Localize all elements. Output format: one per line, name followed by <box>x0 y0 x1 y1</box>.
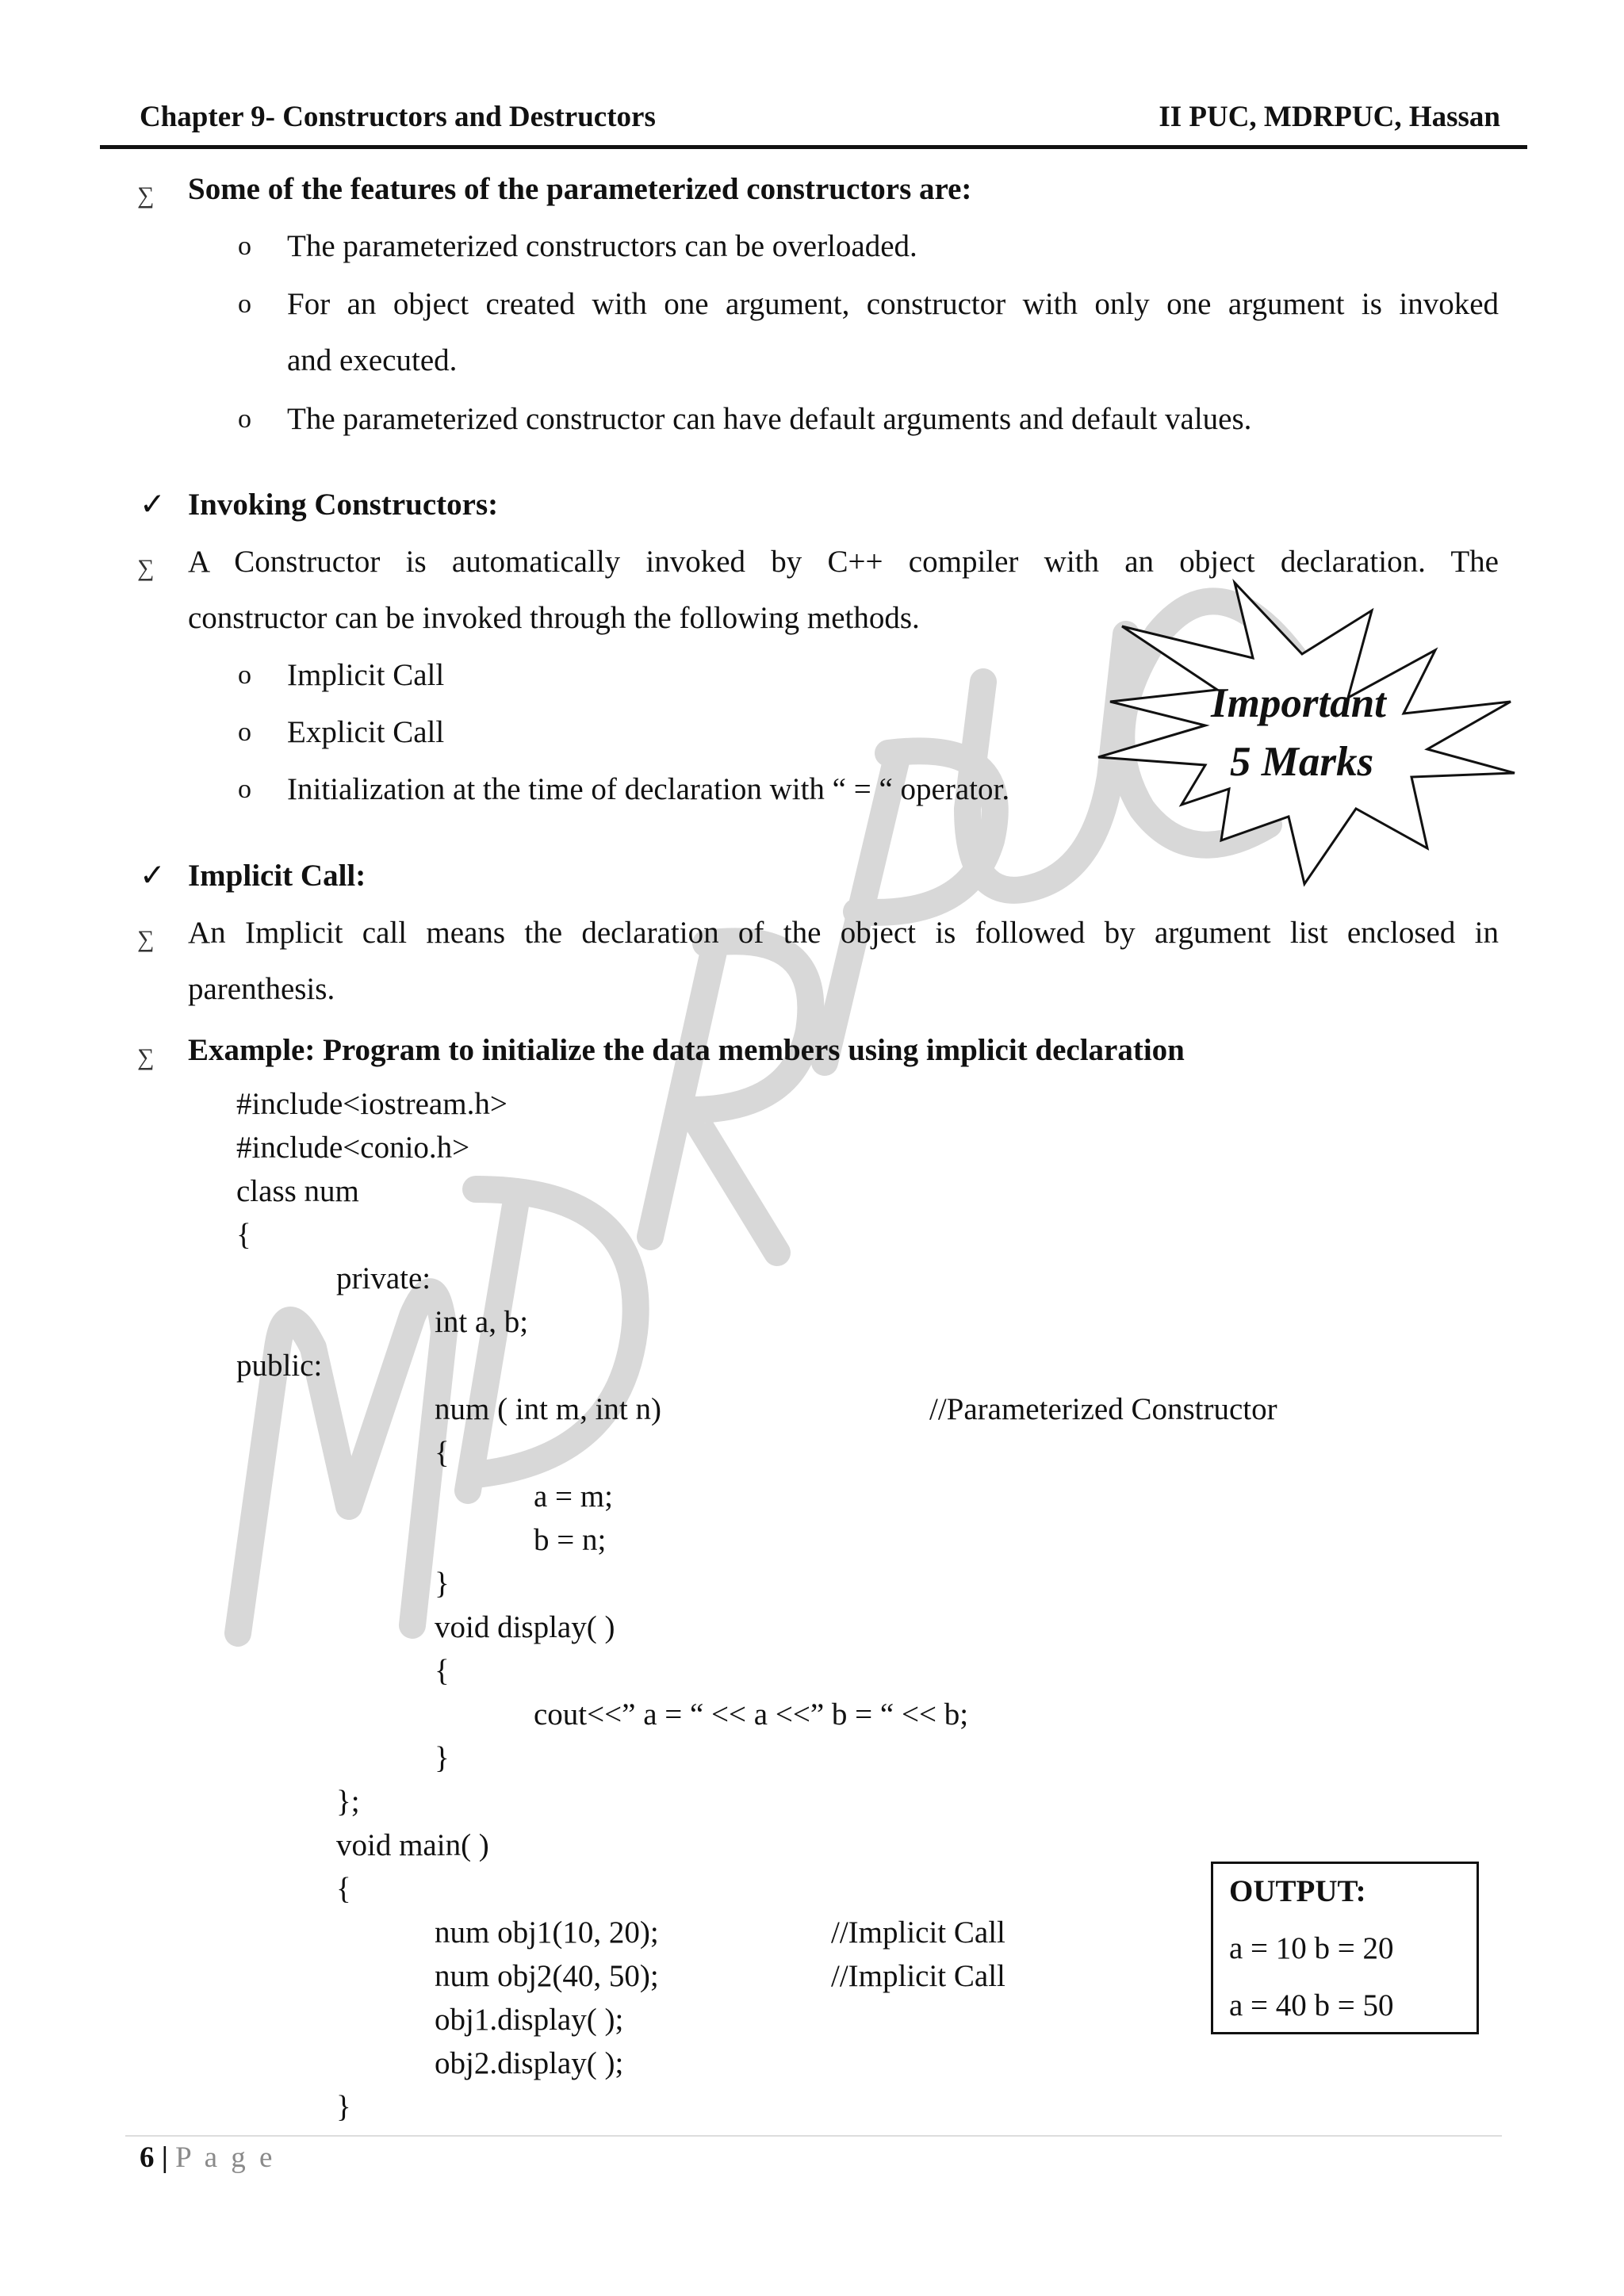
header-rule <box>100 145 1527 149</box>
feature-item-1: The parameterized constructors can be overloaded. <box>287 229 917 263</box>
college-name: II PUC, MDRPUC, Hassan <box>1159 101 1500 133</box>
feature-item-2: For an object created with one argument, constructor with only one argument is invoked <box>287 287 1499 321</box>
sigma-bullet-icon: ∑ <box>137 555 155 581</box>
code-line: private: <box>336 1261 431 1295</box>
code-line: { <box>236 1218 251 1252</box>
code-line: public: <box>236 1349 323 1383</box>
code-line: num ( int m, int n) <box>435 1392 661 1426</box>
code-line: #include<conio.h> <box>236 1131 470 1165</box>
page-footer <box>140 2141 275 2175</box>
sigma-bullet-icon: ∑ <box>137 182 155 209</box>
code-comment: //Implicit Call <box>831 1915 1005 1950</box>
code-comment: //Parameterized Constructor <box>929 1392 1277 1426</box>
output-line-2: a = 40 b = 50 <box>1229 1988 1394 2022</box>
implicit-call-heading: Implicit Call: <box>188 859 366 893</box>
invoking-constructors-heading: Invoking Constructors: <box>188 488 499 522</box>
sigma-bullet-icon: ∑ <box>137 926 155 952</box>
method-explicit: Explicit Call <box>287 715 445 749</box>
code-line: #include<iostream.h> <box>236 1087 508 1121</box>
code-line: num obj2(40, 50); <box>435 1959 659 1993</box>
implicit-paragraph-line2: parenthesis. <box>188 972 335 1006</box>
code-line: int a, b; <box>435 1305 529 1339</box>
code-comment: //Implicit Call <box>831 1959 1005 1993</box>
invoking-paragraph-line1: A Constructor is automatically invoked by C++ compiler with an object declaration. The <box>188 545 1499 579</box>
badge-marks: 5 Marks <box>1230 739 1374 785</box>
checkmark-icon: ✓ <box>140 488 166 522</box>
footer-rule <box>125 2135 1502 2137</box>
code-line: }; <box>336 1785 360 1819</box>
code-line: num obj1(10, 20); <box>435 1915 659 1950</box>
circle-bullet-icon: o <box>238 289 251 319</box>
circle-bullet-icon: o <box>238 660 251 690</box>
code-line: class num <box>236 1174 359 1208</box>
page-number: 6 <box>140 2141 155 2174</box>
implicit-paragraph-line1: An Implicit call means the declaration of the object is followed by argument list enclosed in <box>188 916 1499 950</box>
code-line: b = n; <box>534 1523 607 1557</box>
code-line: } <box>336 2090 351 2124</box>
checkmark-icon: ✓ <box>140 859 166 893</box>
invoking-paragraph-line2: constructor can be invoked through the following methods. <box>188 601 920 635</box>
circle-bullet-icon: o <box>238 718 251 747</box>
features-heading: Some of the features of the parameterized constructors are: <box>188 172 972 206</box>
code-line: a = m; <box>534 1479 613 1513</box>
example-heading: Example: Program to initialize the data members using implicit declaration <box>188 1033 1185 1067</box>
code-line: } <box>435 1741 450 1775</box>
method-implicit: Implicit Call <box>287 658 445 692</box>
code-line: obj2.display( ); <box>435 2046 624 2080</box>
page-label: P a g e <box>175 2141 276 2174</box>
code-line: { <box>435 1654 450 1688</box>
chapter-title: Chapter 9- Constructors and Destructors <box>140 101 656 133</box>
code-line: { <box>435 1436 450 1470</box>
feature-item-3: The parameterized constructor can have default arguments and default values. <box>287 402 1252 436</box>
sigma-bullet-icon: ∑ <box>137 1044 155 1070</box>
circle-bullet-icon: o <box>238 232 251 261</box>
method-initialization: Initialization at the time of declaration with “ = “ operator. <box>287 772 1010 806</box>
output-title: OUTPUT: <box>1229 1874 1366 1908</box>
output-line-1: a = 10 b = 20 <box>1229 1931 1394 1965</box>
page-separator: | <box>161 2141 168 2174</box>
code-line: void display( ) <box>435 1610 615 1644</box>
code-line: void main( ) <box>336 1828 489 1862</box>
circle-bullet-icon: o <box>238 775 251 804</box>
code-line: cout<<” a = “ << a <<” b = “ << b; <box>534 1697 969 1732</box>
feature-item-2-cont: and executed. <box>287 343 458 377</box>
code-line: obj1.display( ); <box>435 2003 624 2037</box>
code-line: } <box>435 1567 450 1601</box>
code-line: { <box>336 1872 351 1906</box>
badge-important: Important <box>1211 680 1386 726</box>
circle-bullet-icon: o <box>238 404 251 434</box>
